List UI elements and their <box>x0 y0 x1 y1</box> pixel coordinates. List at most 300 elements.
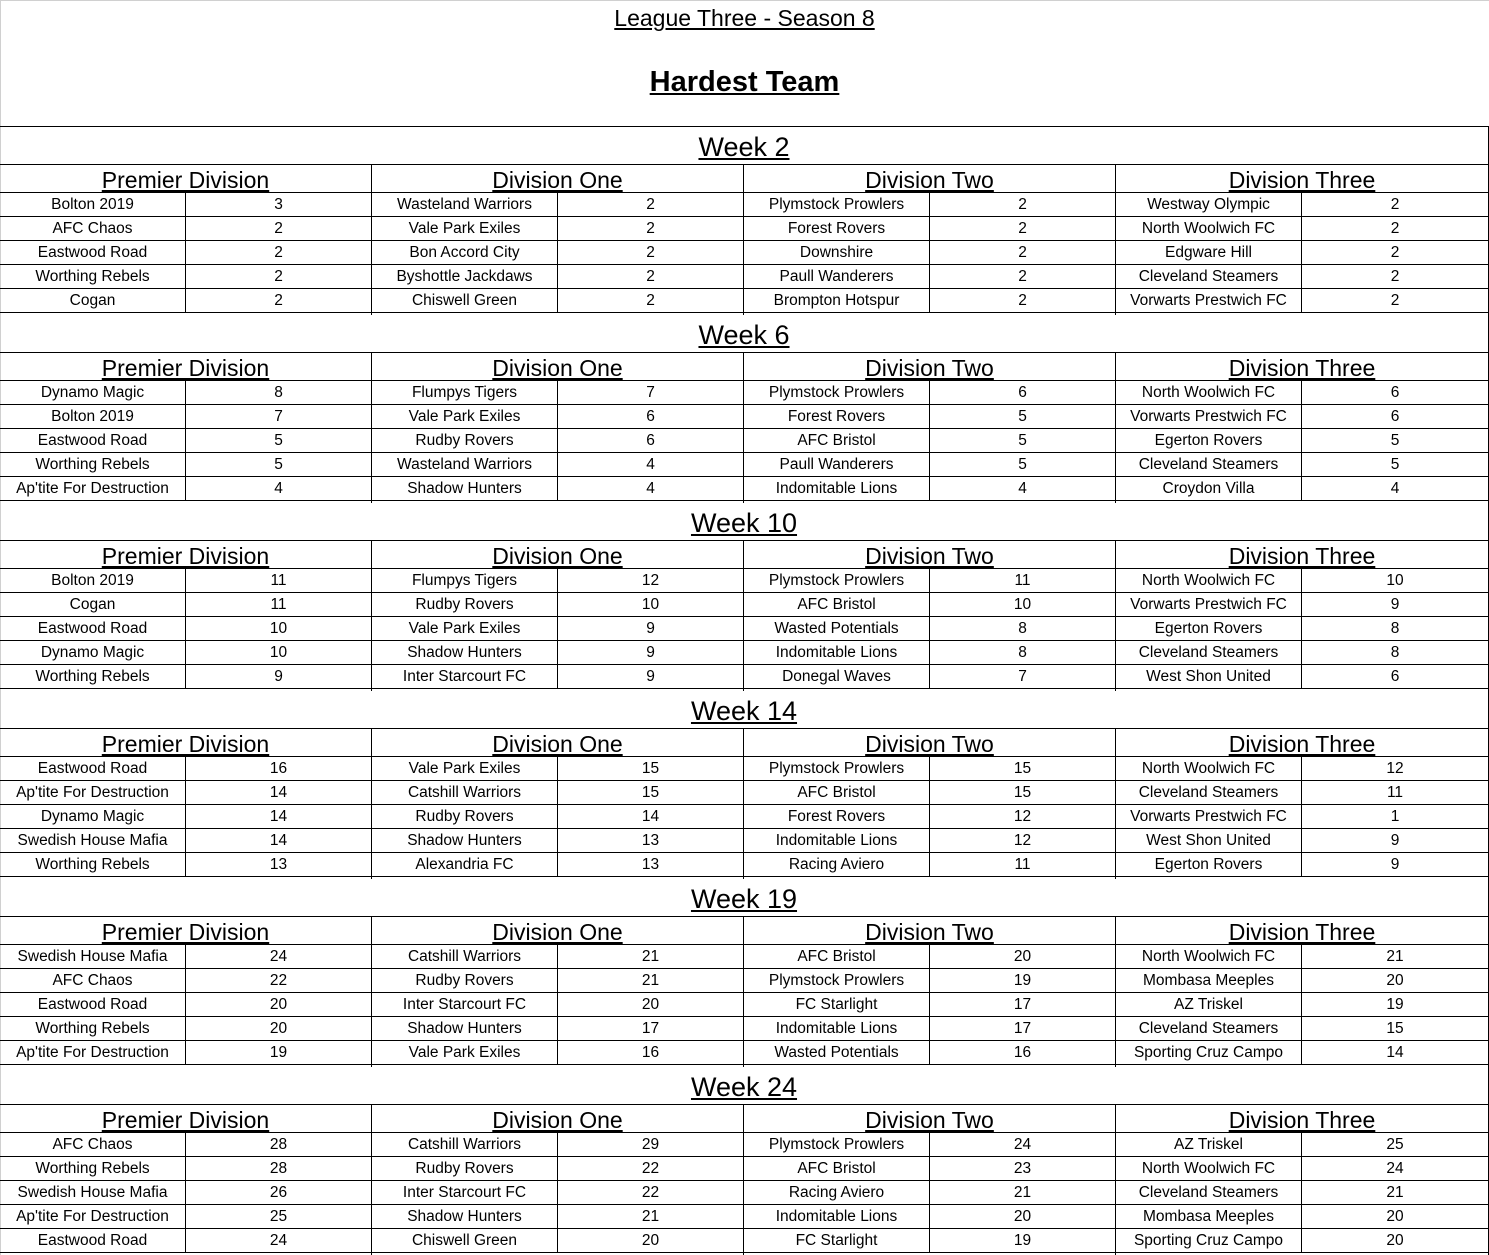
points-cell: 10 <box>269 644 288 661</box>
team-name-cell: Plymstock Prowlers <box>744 381 930 404</box>
table-row <box>372 757 743 781</box>
week-section <box>0 879 1489 1067</box>
points-cell: 4 <box>274 480 283 497</box>
team-name-cell: Ap'tite For Destruction <box>0 477 186 500</box>
table-row <box>372 1017 743 1041</box>
team-name-cell: Mombasa Meeples <box>1116 1205 1302 1228</box>
team-name-cell: North Woolwich FC <box>1116 381 1302 404</box>
points-cell: 10 <box>641 596 660 613</box>
team-name-cell: Cogan <box>0 593 186 616</box>
table-row <box>1116 1229 1488 1253</box>
points-cell: 21 <box>641 1208 660 1225</box>
points-cell: 5 <box>274 432 283 449</box>
table-row <box>744 1229 1115 1253</box>
team-name-cell: Rudby Rovers <box>372 429 558 452</box>
team-name-cell: AZ Triskel <box>1116 993 1302 1016</box>
week-section <box>0 503 1489 691</box>
table-row <box>744 429 1115 453</box>
team-name-cell: Catshill Warriors <box>372 945 558 968</box>
table-row <box>372 1133 743 1157</box>
points-cell: 20 <box>1386 1232 1404 1249</box>
week-title: Week 6 <box>0 315 1489 353</box>
table-row <box>0 993 371 1017</box>
team-name-cell: Eastwood Road <box>0 429 186 452</box>
division-heading: Division Two <box>744 917 1115 945</box>
team-name-cell: FC Starlight <box>744 1229 930 1252</box>
table-row <box>1116 429 1488 453</box>
table-row <box>0 217 371 241</box>
table-row <box>372 569 743 593</box>
team-name-cell: AFC Bristol <box>744 781 930 804</box>
team-name-cell: Paull Wanderers <box>744 265 930 288</box>
points-cell: 6 <box>1018 384 1027 401</box>
table-row <box>0 241 371 265</box>
division-table <box>372 917 744 1067</box>
table-row <box>372 265 743 289</box>
points-cell: 9 <box>1390 596 1400 613</box>
team-name-cell: Wasteland Warriors <box>372 193 558 216</box>
team-name-cell: Racing Aviero <box>744 853 930 876</box>
team-name-cell: Forest Rovers <box>744 805 930 828</box>
team-name-cell: Eastwood Road <box>0 241 186 264</box>
team-name-cell: Vorwarts Prestwich FC <box>1116 593 1302 616</box>
table-row <box>1116 453 1488 477</box>
team-name-cell: Ap'tite For Destruction <box>0 1205 186 1228</box>
points-cell: 16 <box>269 760 288 777</box>
team-name-cell: Bolton 2019 <box>0 405 186 428</box>
points-cell: 9 <box>274 668 283 685</box>
division-table <box>1116 165 1489 315</box>
team-name-cell: Cleveland Steamers <box>1116 265 1302 288</box>
table-row <box>372 641 743 665</box>
points-cell: 23 <box>1013 1160 1032 1177</box>
table-row <box>0 1229 371 1253</box>
team-name-cell: Ap'tite For Destruction <box>0 781 186 804</box>
points-cell: 15 <box>1386 1020 1404 1037</box>
table-row <box>744 853 1115 877</box>
table-row <box>372 853 743 877</box>
points-cell: 19 <box>269 1044 288 1061</box>
table-row <box>744 193 1115 217</box>
week-section <box>0 1067 1489 1255</box>
team-name-cell: Indomitable Lions <box>744 1205 930 1228</box>
points-cell: 12 <box>1013 832 1032 849</box>
table-row <box>0 1205 371 1229</box>
points-cell: 24 <box>269 948 288 965</box>
table-row <box>744 757 1115 781</box>
points-cell: 28 <box>269 1160 288 1177</box>
division-heading: Division Three <box>1116 1105 1488 1133</box>
points-cell: 26 <box>269 1184 288 1201</box>
team-name-cell: Plymstock Prowlers <box>744 757 930 780</box>
points-cell: 10 <box>1013 596 1032 613</box>
table-row <box>1116 805 1488 829</box>
table-row <box>0 805 371 829</box>
points-cell: 5 <box>274 456 283 473</box>
points-cell: 15 <box>1013 784 1032 801</box>
table-row <box>1116 641 1488 665</box>
table-row <box>1116 381 1488 405</box>
team-name-cell: Swedish House Mafia <box>0 1181 186 1204</box>
points-cell: 5 <box>1018 456 1027 473</box>
team-name-cell: Shadow Hunters <box>372 641 558 664</box>
table-row <box>0 569 371 593</box>
team-name-cell: Cleveland Steamers <box>1116 1181 1302 1204</box>
divisions-row <box>0 353 1489 503</box>
table-row <box>0 265 371 289</box>
table-row <box>372 1181 743 1205</box>
points-cell: 19 <box>1013 972 1032 989</box>
points-cell: 8 <box>274 384 283 401</box>
points-cell: 16 <box>641 1044 660 1061</box>
table-row <box>372 969 743 993</box>
team-name-cell: Cogan <box>0 289 186 312</box>
points-cell: 21 <box>641 948 660 965</box>
table-row <box>744 241 1115 265</box>
table-row <box>372 617 743 641</box>
table-row <box>744 1181 1115 1205</box>
team-name-cell: FC Starlight <box>744 993 930 1016</box>
points-cell: 21 <box>641 972 660 989</box>
points-cell: 29 <box>641 1136 660 1153</box>
points-cell: 8 <box>1390 620 1400 637</box>
division-heading: Division One <box>372 729 743 757</box>
team-name-cell: Forest Rovers <box>744 405 930 428</box>
points-cell: 15 <box>641 760 660 777</box>
points-cell: 19 <box>1013 1232 1032 1249</box>
table-row <box>744 993 1115 1017</box>
table-row <box>372 193 743 217</box>
team-name-cell: Chiswell Green <box>372 1229 558 1252</box>
table-row <box>372 405 743 429</box>
points-cell: 14 <box>641 808 660 825</box>
points-cell: 10 <box>1386 572 1404 589</box>
team-name-cell: Cleveland Steamers <box>1116 641 1302 664</box>
table-row <box>744 1133 1115 1157</box>
team-name-cell: Vale Park Exiles <box>372 1041 558 1064</box>
team-name-cell: North Woolwich FC <box>1116 757 1302 780</box>
points-cell: 3 <box>274 196 283 213</box>
division-heading: Division Two <box>744 353 1115 381</box>
table-row <box>0 665 371 689</box>
team-name-cell: Eastwood Road <box>0 757 186 780</box>
team-name-cell: Shadow Hunters <box>372 829 558 852</box>
table-row <box>1116 1017 1488 1041</box>
team-name-cell: Worthing Rebels <box>0 665 186 688</box>
team-name-cell: Worthing Rebels <box>0 1157 186 1180</box>
points-cell: 6 <box>1390 668 1400 685</box>
points-cell: 11 <box>270 572 287 589</box>
table-row <box>372 241 743 265</box>
division-table <box>372 353 744 503</box>
team-name-cell: Indomitable Lions <box>744 829 930 852</box>
divisions-row <box>0 729 1489 879</box>
team-name-cell: Indomitable Lions <box>744 1017 930 1040</box>
team-name-cell: Indomitable Lions <box>744 641 930 664</box>
division-table <box>744 541 1116 691</box>
weeks-container <box>0 127 1489 1255</box>
points-cell: 2 <box>1018 220 1027 237</box>
points-cell: 2 <box>274 292 283 309</box>
team-name-cell: Cleveland Steamers <box>1116 1017 1302 1040</box>
points-cell: 4 <box>646 480 655 497</box>
division-table <box>0 729 372 879</box>
points-cell: 6 <box>1390 384 1400 401</box>
table-row <box>0 477 371 501</box>
points-cell: 14 <box>269 808 288 825</box>
team-name-cell: Vale Park Exiles <box>372 757 558 780</box>
team-name-cell: Worthing Rebels <box>0 453 186 476</box>
points-cell: 2 <box>1390 268 1400 285</box>
points-cell: 2 <box>1390 292 1400 309</box>
points-cell: 5 <box>1390 456 1400 473</box>
division-heading: Division One <box>372 165 743 193</box>
points-cell: 14 <box>269 784 288 801</box>
table-row <box>744 1205 1115 1229</box>
points-cell: 11 <box>1014 572 1031 589</box>
team-name-cell: Wasted Potentials <box>744 1041 930 1064</box>
team-name-cell: Forest Rovers <box>744 217 930 240</box>
table-row <box>1116 665 1488 689</box>
week-title: Week 10 <box>0 503 1489 541</box>
team-name-cell: Sporting Cruz Campo <box>1116 1041 1302 1064</box>
table-row <box>372 665 743 689</box>
table-row <box>744 1157 1115 1181</box>
points-cell: 2 <box>1018 196 1027 213</box>
division-heading: Division Three <box>1116 729 1488 757</box>
points-cell: 2 <box>646 268 655 285</box>
points-cell: 5 <box>1018 408 1027 425</box>
division-heading: Division Three <box>1116 541 1488 569</box>
points-cell: 19 <box>1386 996 1404 1013</box>
team-name-cell: Mombasa Meeples <box>1116 969 1302 992</box>
table-row <box>744 805 1115 829</box>
team-name-cell: Rudby Rovers <box>372 805 558 828</box>
table-row <box>744 829 1115 853</box>
points-cell: 15 <box>1013 760 1032 777</box>
points-cell: 22 <box>269 972 288 989</box>
table-row <box>0 757 371 781</box>
team-name-cell: Racing Aviero <box>744 1181 930 1204</box>
points-cell: 22 <box>641 1160 660 1177</box>
table-row <box>372 945 743 969</box>
points-cell: 12 <box>1013 808 1032 825</box>
points-cell: 6 <box>646 432 655 449</box>
team-name-cell: Egerton Rovers <box>1116 853 1302 876</box>
table-row <box>372 1229 743 1253</box>
points-cell: 14 <box>1386 1044 1404 1061</box>
points-cell: 13 <box>641 856 660 873</box>
division-table <box>372 541 744 691</box>
divisions-row <box>0 165 1489 315</box>
team-name-cell: Flumpys Tigers <box>372 381 558 404</box>
table-row <box>1116 241 1488 265</box>
points-cell: 25 <box>1386 1136 1404 1153</box>
points-cell: 11 <box>1014 856 1031 873</box>
table-row <box>1116 289 1488 313</box>
table-row <box>0 1133 371 1157</box>
team-name-cell: Inter Starcourt FC <box>372 665 558 688</box>
team-name-cell: Vorwarts Prestwich FC <box>1116 805 1302 828</box>
team-name-cell: Cleveland Steamers <box>1116 453 1302 476</box>
team-name-cell: Inter Starcourt FC <box>372 1181 558 1204</box>
table-row <box>372 1041 743 1065</box>
points-cell: 17 <box>1013 1020 1032 1037</box>
points-cell: 20 <box>269 996 288 1013</box>
team-name-cell: Worthing Rebels <box>0 1017 186 1040</box>
divisions-row <box>0 917 1489 1067</box>
team-name-cell: Egerton Rovers <box>1116 617 1302 640</box>
table-row <box>1116 1181 1488 1205</box>
division-heading: Premier Division <box>0 541 371 569</box>
table-row <box>1116 617 1488 641</box>
team-name-cell: AFC Bristol <box>744 945 930 968</box>
points-cell: 7 <box>646 384 655 401</box>
team-name-cell: AFC Chaos <box>0 1133 186 1156</box>
table-row <box>372 217 743 241</box>
team-name-cell: Rudby Rovers <box>372 1157 558 1180</box>
points-cell: 2 <box>274 268 283 285</box>
points-cell: 1 <box>1390 808 1400 825</box>
team-name-cell: Shadow Hunters <box>372 477 558 500</box>
points-cell: 16 <box>1013 1044 1032 1061</box>
points-cell: 2 <box>646 244 655 261</box>
points-cell: 6 <box>646 408 655 425</box>
team-name-cell: Plymstock Prowlers <box>744 969 930 992</box>
points-cell: 7 <box>1018 668 1027 685</box>
table-row <box>1116 969 1488 993</box>
points-cell: 21 <box>1013 1184 1032 1201</box>
team-name-cell: Plymstock Prowlers <box>744 569 930 592</box>
points-cell: 9 <box>646 620 655 637</box>
table-row <box>0 193 371 217</box>
division-table <box>744 1105 1116 1255</box>
division-heading: Premier Division <box>0 729 371 757</box>
table-row <box>0 829 371 853</box>
team-name-cell: Swedish House Mafia <box>0 829 186 852</box>
division-table <box>372 729 744 879</box>
division-table <box>372 1105 744 1255</box>
week-title: Week 24 <box>0 1067 1489 1105</box>
team-name-cell: Catshill Warriors <box>372 1133 558 1156</box>
team-name-cell: Vale Park Exiles <box>372 405 558 428</box>
team-name-cell: Eastwood Road <box>0 993 186 1016</box>
division-heading: Division Two <box>744 165 1115 193</box>
points-cell: 2 <box>1018 292 1027 309</box>
points-cell: 2 <box>1018 244 1027 261</box>
table-row <box>1116 265 1488 289</box>
team-name-cell: Westway Olympic <box>1116 193 1302 216</box>
page-title: Hardest Team <box>649 66 840 98</box>
points-cell: 22 <box>641 1184 660 1201</box>
table-row <box>1116 781 1488 805</box>
team-name-cell: Wasted Potentials <box>744 617 930 640</box>
table-row <box>372 993 743 1017</box>
division-table <box>0 917 372 1067</box>
division-table <box>1116 917 1489 1067</box>
team-name-cell: Plymstock Prowlers <box>744 1133 930 1156</box>
team-name-cell: Chiswell Green <box>372 289 558 312</box>
table-row <box>0 853 371 877</box>
table-row <box>0 641 371 665</box>
table-row <box>1116 477 1488 501</box>
division-heading: Division Three <box>1116 917 1488 945</box>
team-name-cell: Catshill Warriors <box>372 781 558 804</box>
table-row <box>1116 593 1488 617</box>
table-row <box>744 477 1115 501</box>
points-cell: 12 <box>641 572 660 589</box>
table-row <box>744 781 1115 805</box>
table-row <box>372 381 743 405</box>
division-table <box>1116 541 1489 691</box>
division-heading: Division Three <box>1116 165 1488 193</box>
division-heading: Division Three <box>1116 353 1488 381</box>
team-name-cell: Dynamo Magic <box>0 641 186 664</box>
team-name-cell: Inter Starcourt FC <box>372 993 558 1016</box>
points-cell: 11 <box>270 596 287 613</box>
division-heading: Division One <box>372 917 743 945</box>
table-row <box>372 805 743 829</box>
table-row <box>372 1157 743 1181</box>
team-name-cell: AFC Bristol <box>744 429 930 452</box>
team-name-cell: Ap'tite For Destruction <box>0 1041 186 1064</box>
division-heading: Premier Division <box>0 353 371 381</box>
table-row <box>744 265 1115 289</box>
points-cell: 20 <box>641 1232 660 1249</box>
table-row <box>372 453 743 477</box>
points-cell: 20 <box>269 1020 288 1037</box>
table-row <box>744 1041 1115 1065</box>
division-table <box>0 353 372 503</box>
table-row <box>744 217 1115 241</box>
week-section <box>0 127 1489 315</box>
points-cell: 21 <box>1386 1184 1404 1201</box>
divisions-row <box>0 1105 1489 1255</box>
team-name-cell: Dynamo Magic <box>0 805 186 828</box>
points-cell: 8 <box>1390 644 1400 661</box>
table-row <box>0 617 371 641</box>
team-name-cell: North Woolwich FC <box>1116 1157 1302 1180</box>
points-cell: 20 <box>1386 972 1404 989</box>
points-cell: 24 <box>1013 1136 1032 1153</box>
table-row <box>0 1041 371 1065</box>
table-row <box>372 289 743 313</box>
week-section <box>0 691 1489 879</box>
points-cell: 8 <box>1018 644 1027 661</box>
points-cell: 17 <box>1013 996 1032 1013</box>
table-row <box>0 429 371 453</box>
team-name-cell: Vale Park Exiles <box>372 617 558 640</box>
team-name-cell: West Shon United <box>1116 829 1302 852</box>
division-heading: Division Two <box>744 729 1115 757</box>
points-cell: 5 <box>1390 432 1400 449</box>
points-cell: 4 <box>1390 480 1400 497</box>
points-cell: 20 <box>1013 948 1032 965</box>
team-name-cell: Dynamo Magic <box>0 381 186 404</box>
division-heading: Division One <box>372 541 743 569</box>
team-name-cell: Vorwarts Prestwich FC <box>1116 405 1302 428</box>
division-heading: Division One <box>372 353 743 381</box>
points-cell: 11 <box>1386 784 1404 801</box>
points-cell: 21 <box>1386 948 1404 965</box>
division-table <box>744 729 1116 879</box>
points-cell: 4 <box>1018 480 1027 497</box>
table-row <box>0 945 371 969</box>
team-name-cell: Indomitable Lions <box>744 477 930 500</box>
points-cell: 24 <box>1386 1160 1404 1177</box>
points-cell: 25 <box>269 1208 288 1225</box>
points-cell: 13 <box>269 856 288 873</box>
